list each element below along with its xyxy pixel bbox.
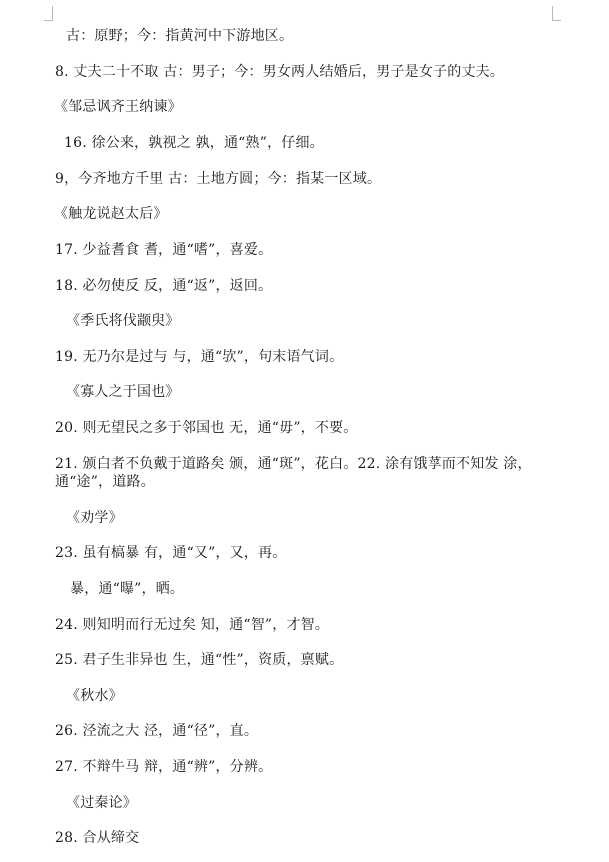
page-corner-mark-left [44, 6, 53, 21]
page-corner-mark-right [552, 6, 561, 21]
text-line: 9，今齐地方千里 古：土地方圆；今：指某一区域。 [55, 171, 382, 187]
section-heading: 《劝学》 [66, 510, 123, 526]
text-line: 17. 少益耆食 耆，通“嗜”，喜爱。 [55, 242, 273, 258]
text-line: 19. 无乃尔是过与 与，通“欤”，句末语气词。 [55, 349, 344, 365]
text-line: 21. 颁白者不负戴于道路矣 颁，通“斑”，花白。22. 涂有饿莩而不知发 涂， [55, 456, 532, 472]
section-heading: 《过秦论》 [66, 795, 137, 811]
section-heading: 《触龙说赵太后》 [54, 206, 168, 222]
text-line: 28. 合从缔交 [55, 830, 140, 846]
text-line: 26. 泾流之大 泾，通“径”，直。 [55, 723, 259, 739]
text-line: 25. 君子生非异也 生，通“性”，资质，禀赋。 [55, 652, 344, 668]
text-line: 暴，通“曝”，晒。 [70, 581, 185, 597]
text-line: 20. 则无望民之多于邻国也 无，通“毋”，不要。 [55, 420, 358, 436]
section-heading: 《秋水》 [66, 688, 123, 704]
text-line: 24. 则知明而行无过矣 知，通“智”，才智。 [55, 617, 330, 633]
text-line: 古：原野；今：指黄河中下游地区。 [66, 28, 294, 44]
text-line: 16. 徐公来，孰视之 孰，通“熟”，仔细。 [64, 135, 324, 151]
text-line: 27. 不辩牛马 辩，通“辨”，分辨。 [55, 759, 273, 775]
text-line: 通“途”，道路。 [55, 474, 155, 490]
section-heading: 《季氏将伐颛臾》 [66, 313, 180, 329]
text-line: 23. 虽有槁暴 有，通“又”，又，再。 [55, 545, 287, 561]
section-heading: 《邹忌讽齐王纳谏》 [54, 99, 182, 115]
text-line: 8. 丈夫二十不取 古：男子；今：男女两人结婚后，男子是女子的丈夫。 [55, 64, 505, 80]
section-heading: 《寡人之于国也》 [66, 384, 180, 400]
text-line: 18. 必勿使反 反，通“返”，返回。 [55, 278, 273, 294]
